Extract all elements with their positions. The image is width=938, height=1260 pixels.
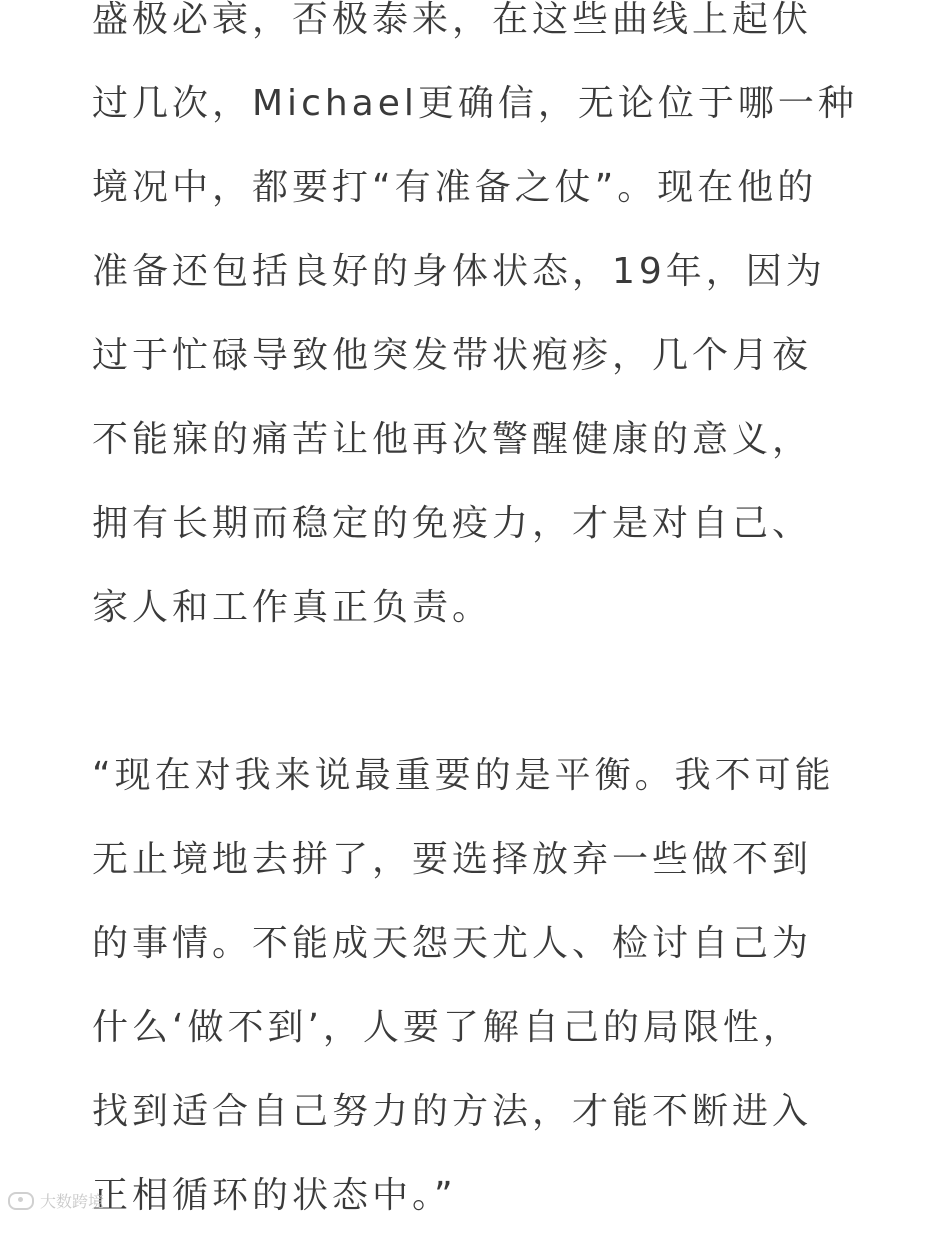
watermark-text: 大数跨境 (40, 1192, 105, 1211)
text-line: 过几次，Michael更确信，无论位于哪一种 (92, 83, 858, 124)
text-line: 找到适合自己努力的方法，才能不断进入 (92, 1091, 813, 1132)
text-line: 过于忙碌导致他突发带状疱疹，几个月夜 (92, 335, 813, 376)
text-line: 的事情。不能成天怨天尤人、检讨自己为 (92, 923, 813, 964)
paragraph-1 (92, 0, 858, 672)
paragraph-2 (92, 756, 835, 1260)
text-line: 正相循环的状态中。” (92, 1175, 457, 1216)
watermark (8, 1189, 104, 1212)
watermark-logo-icon (8, 1192, 34, 1210)
text-line: 境况中，都要打“有准备之仗”。现在他的 (92, 167, 818, 208)
text-line: 家人和工作真正负责。 (92, 587, 493, 628)
text-line: 什么‘做不到’，人要了解自己的局限性， (92, 1007, 803, 1048)
text-line: “现在对我来说最重要的是平衡。我不可能 (92, 755, 835, 796)
text-line: 无止境地去拼了，要选择放弃一些做不到 (92, 839, 813, 880)
text-line: 拥有长期而稳定的免疫力，才是对自己、 (92, 503, 813, 544)
text-line: 准备还包括良好的身体状态，19年，因为 (92, 251, 826, 292)
text-line: 盛极必衰，否极泰来，在这些曲线上起伏 (92, 0, 813, 40)
text-line: 不能寐的痛苦让他再次警醒健康的意义， (92, 419, 813, 460)
